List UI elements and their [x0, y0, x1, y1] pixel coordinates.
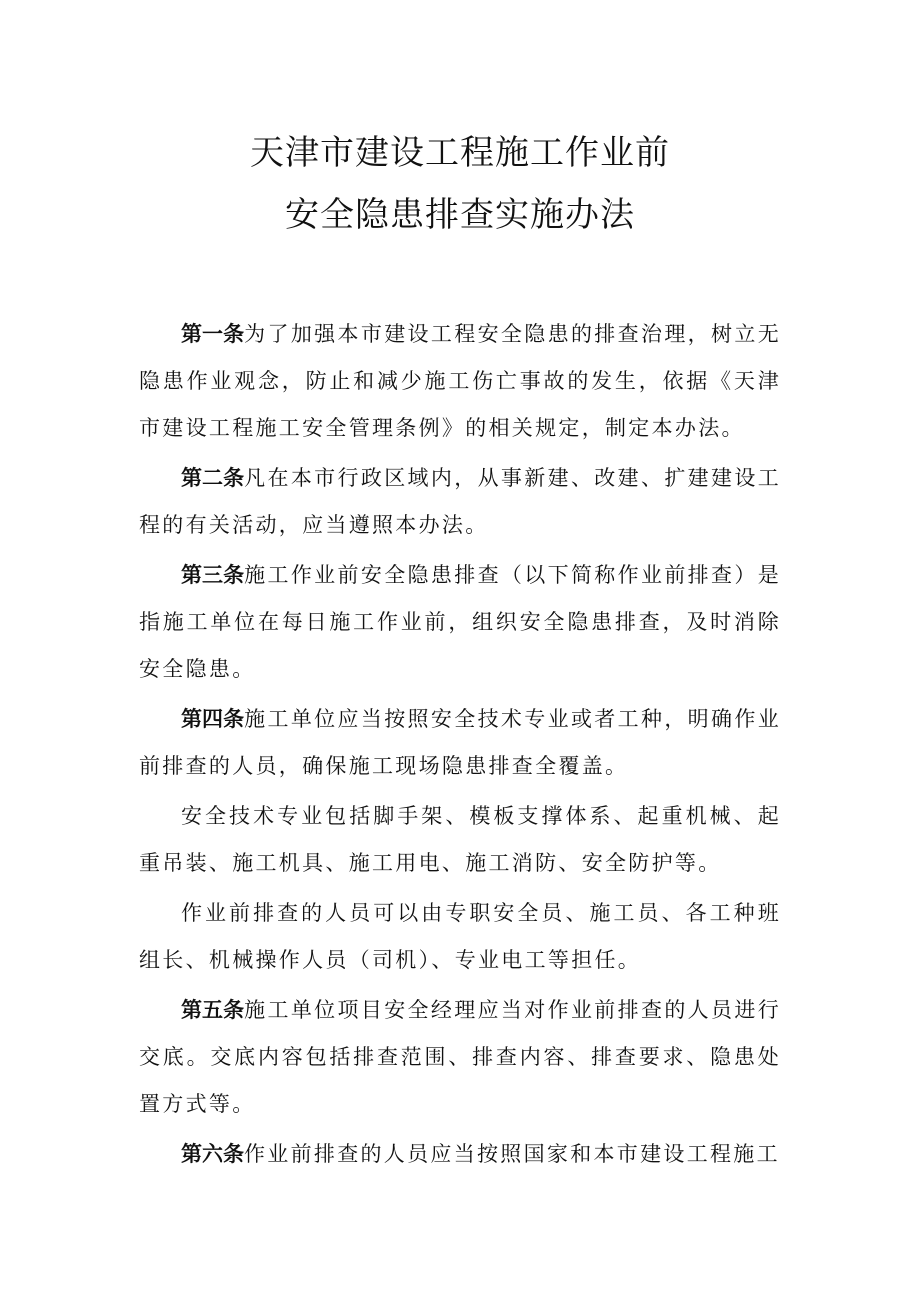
article-label: 第四条 — [181, 707, 245, 731]
article-text: 为了加强本市建设工程安全隐患的排查治理，树立无隐患作业观念，防止和减少施工伤亡事故的发生，依据《天津市建设工程施工安全管理条例》的相关规定，制定本办法。 — [139, 322, 782, 440]
article-5 — [139, 987, 781, 1128]
article-label: 第一条 — [181, 322, 245, 346]
article-text: 施工作业前安全隐患排查（以下简称作业前排查）是指施工单位在每日施工作业前，组织安全隐患排查，及时消除安全隐患。 — [139, 563, 782, 681]
clause-text: 作业前排查的人员可以由专职安全员、施工员、各工种班组长、机械操作人员（司机）、专业电工等担任。 — [139, 901, 781, 972]
article-text: 施工单位应当按照安全技术专业或者工种，明确作业前排查的人员，确保施工现场隐患排查全覆盖。 — [139, 707, 782, 778]
article-2 — [139, 455, 781, 549]
article-1 — [139, 311, 781, 452]
article-text: 作业前排查的人员应当按照国家和本市建设工程施工 — [244, 1142, 780, 1166]
title-line-1: 天津市建设工程施工作业前 — [250, 133, 670, 173]
article-4-clause-2 — [139, 890, 781, 984]
article-text: 施工单位项目安全经理应当对作业前排查的人员进行交底。交底内容包括排查范围、排查内容、排查要求、隐患处置方式等。 — [139, 998, 782, 1116]
title-line-2: 安全隐患排查实施办法 — [285, 195, 635, 235]
document-body — [139, 311, 781, 1181]
document-title — [0, 122, 920, 246]
article-4-clause-1 — [139, 793, 781, 887]
article-3 — [139, 552, 781, 693]
article-label: 第二条 — [181, 466, 245, 490]
article-label: 第六条 — [181, 1142, 244, 1166]
article-label: 第五条 — [181, 998, 245, 1022]
clause-text: 安全技术专业包括脚手架、模板支撑体系、起重机械、起重吊装、施工机具、施工用电、施工消防、安全防护等。 — [139, 804, 781, 875]
article-6 — [139, 1131, 781, 1178]
article-text: 凡在本市行政区域内，从事新建、改建、扩建建设工程的有关活动，应当遵照本办法。 — [139, 466, 782, 537]
article-4 — [139, 696, 781, 790]
article-label: 第三条 — [181, 563, 245, 587]
